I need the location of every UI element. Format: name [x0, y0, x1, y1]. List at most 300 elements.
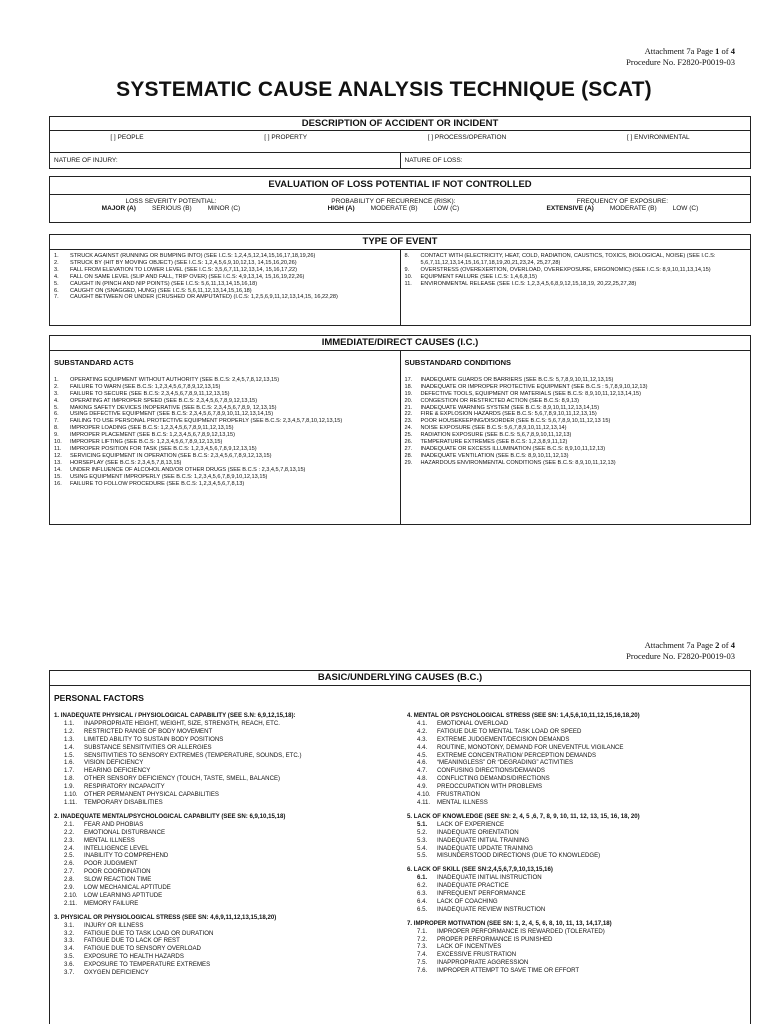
cause-subitem	[54, 791, 393, 799]
subitem-number: 6.3.	[417, 890, 428, 898]
attachment-header-page2	[626, 640, 735, 662]
item-number: 2.	[54, 259, 59, 266]
cause-subitem	[54, 884, 393, 892]
substandard-act-item	[54, 460, 396, 467]
item-number: 13.	[54, 459, 62, 466]
subitem-text: PREOCCUPATION WITH PROBLEMS	[437, 783, 543, 791]
severity-option-serious[interactable]: SERIOUS (B)	[151, 205, 192, 212]
subitem-text: CONFLICTING DEMANDS/DIRECTIONS	[437, 775, 550, 783]
cause-subitem	[54, 930, 393, 938]
event-columns	[50, 250, 750, 326]
subitem-text: INAPPROPRIATE HEIGHT, WEIGHT, SIZE, STRENGTH, REACH, ETC.	[84, 719, 280, 727]
substandard-condition-item	[405, 411, 747, 418]
subitem-text: OTHER PERMANENT PHYSICAL CAPABILITIES	[84, 791, 219, 799]
substandard-condition-item	[405, 446, 747, 453]
subitem-text: POOR JUDGMENT	[84, 860, 138, 868]
cause-category-title: 6. LACK OF SKILL (SEE SN:2,4,5,6,7,9,10,13,15,16)	[407, 866, 553, 874]
section-header: IMMEDIATE/DIRECT CAUSES (I.C.)	[50, 336, 750, 351]
subitem-text: VISION DEFICIENCY	[84, 759, 144, 767]
item-number: 9.	[404, 266, 410, 273]
substandard-act-item	[54, 453, 396, 460]
subitem-text: EXCESSIVE FRUSTRATION	[437, 951, 517, 959]
substandard-act-item	[54, 377, 396, 384]
probability-label: PROBABILITY OF RECURRENCE (RISK):	[331, 198, 456, 205]
severity-option-major[interactable]: MAJOR (A)	[101, 205, 136, 212]
subitem-text: MENTAL ILLNESS	[437, 798, 488, 806]
cause-subitem	[54, 720, 393, 728]
item-text: EQUIPMENT FAILURE (SEE I.C.S: 1,4,6,8,15)	[420, 273, 537, 280]
subitem-text: INADEQUATE UPDATE TRAINING	[437, 844, 533, 852]
subitem-text: FATIGUE DUE TO LACK OF REST	[84, 937, 180, 945]
subitem-text: FRUSTRATION	[437, 791, 480, 799]
subitem-text: INADEQUATE PRACTICE	[437, 882, 509, 890]
item-number: 12.	[54, 452, 62, 459]
cause-subitem	[54, 759, 393, 767]
subitem-number: 2.7.	[64, 868, 75, 876]
subitem-text: EXTREME JUDGEMENT/DECISION DEMANDS	[437, 735, 570, 743]
subitem-number: 3.2.	[64, 929, 75, 937]
item-text: POOR HOUSEKEEPING/DISORDER (SEE B.C.S: 5,6,7,8,9,10,11,12,13 15)	[420, 418, 611, 425]
subitem-number: 2.3.	[64, 836, 75, 844]
cause-subitem	[54, 845, 393, 853]
item-number: 7.	[54, 294, 59, 301]
item-text: HORSEPLAY (SEE B.C.S: 2,3,4,5,7,8,13,15)	[70, 459, 182, 466]
subitem-number: 7.4.	[417, 951, 428, 959]
event-item	[54, 294, 396, 301]
subitem-text: INABILITY TO COMPREHEND	[84, 852, 169, 860]
substandard-conditions-title: SUBSTANDARD CONDITIONS	[404, 358, 512, 367]
item-text: STRUCK BY (HIT BY MOVING OBJECT) (SEE I.C.S: 1,2,4,5,6,9,10,12,13, 14,15,16,20,26)	[70, 259, 297, 266]
item-text: USING DEFECTIVE EQUIPMENT (SEE B.C.S: 2,3,4,5,6,7,8,9,10,11,12,13,14,15)	[70, 411, 274, 418]
severity-label: LOSS SEVERITY POTENTIAL:	[125, 198, 217, 205]
substandard-act-item	[54, 446, 396, 453]
subitem-text: IMPROPER ATTEMPT TO SAVE TIME OR EFFORT	[437, 967, 580, 975]
item-text: OPERATING EQUIPMENT WITHOUT AUTHORITY (SEE B.C.S: 2,4,5,7,8,12,13,15)	[70, 376, 280, 383]
procedure-number: Procedure No. F2820-P0019-03	[626, 57, 735, 67]
subitem-number: 6.5.	[417, 905, 428, 913]
item-number: 1.	[54, 376, 59, 383]
substandard-condition-item	[405, 405, 747, 412]
subitem-number: 1.8.	[64, 775, 75, 783]
subitem-text: LOW MECHANICAL APTITUDE	[84, 884, 171, 892]
subitem-text: TEMPORARY DISABILITIES	[84, 798, 163, 806]
cause-subitem	[407, 959, 746, 967]
cause-category-title: 3. PHYSICAL OR PHYSIOLOGICAL STRESS (SEE SN: 4,6,9,11,12,13,15,18,20)	[54, 913, 277, 921]
frequency-option-extensive[interactable]: EXTENSIVE (A)	[546, 205, 594, 212]
subitem-number: 5.5.	[417, 852, 428, 860]
attachment-label: Attachment 7a Page	[644, 640, 714, 650]
item-number: 9.	[54, 432, 59, 439]
subitem-text: SLOW REACTION TIME	[84, 876, 152, 884]
item-text: IMPROPER LIFTING (SEE B.C.S: 1,2,3,4,5,6,7,8,9,12,13,15)	[70, 439, 223, 446]
subitem-number: 3.6.	[64, 961, 75, 969]
substandard-act-item	[54, 474, 396, 481]
item-text: USING EQUIPMENT IMPROPERLY (SEE B.C.S: 1,2,3,4,5,6,7,8,9,10,12,13,15)	[70, 473, 268, 480]
item-text: TEMPERATURE EXTREMES (SEE B.C.S: 1,2,3,8,9,11,12)	[420, 439, 568, 446]
basic-causes-left	[54, 712, 399, 977]
substandard-condition-item	[405, 460, 747, 467]
event-item	[405, 267, 747, 274]
cause-subitem	[407, 799, 746, 807]
subitem-text: INTELLIGENCE LEVEL	[84, 844, 149, 852]
item-number: 5.	[54, 280, 59, 287]
substandard-act-item	[54, 418, 396, 425]
immediate-causes-section	[49, 335, 751, 525]
item-number: 21.	[404, 404, 413, 411]
item-number: 23.	[404, 418, 413, 425]
item-text: ENVIRONMENTAL RELEASE (SEE I.C.S: 1,2,3,4,5,6,8,9,12,15,18,19, 20,22,25,27,28)	[420, 280, 637, 287]
subitem-number: 2.8.	[64, 876, 75, 884]
cause-subitem	[54, 799, 393, 807]
cause-subitem	[407, 744, 746, 752]
cause-subitem	[54, 829, 393, 837]
subitem-number: 2.2.	[64, 828, 75, 836]
procedure-number: Procedure No. F2820-P0019-03	[626, 651, 735, 661]
cause-subitem	[54, 821, 393, 829]
item-text: CAUGHT BETWEEN OR UNDER (CRUSHED OR AMPUTATED) (I.C.S: 1,2,5,6,9,11,12,13,14,15, 16,22,28)	[70, 294, 338, 301]
cause-subitem	[54, 892, 393, 900]
item-text: FALL FROM ELEVATION TO LOWER LEVEL (SEE I.C.S: 3,5,6,7,11,12,13,14, 15,16,17,22)	[70, 266, 297, 273]
item-text: SERVICING EQUIPMENT IN OPERATION (SEE B.C.S: 2,3,4,5,6,7,8,9,12,13,15)	[70, 452, 272, 459]
basic-causes-section	[49, 670, 751, 1024]
subitem-number: 3.1.	[64, 921, 75, 929]
item-number: 10.	[404, 273, 413, 280]
page-number: 2	[715, 640, 720, 650]
subitem-number: 5.1.	[417, 820, 428, 828]
probability-option-low[interactable]: LOW (C)	[433, 205, 460, 212]
subitem-number: 2.10.	[64, 891, 78, 899]
loss-potential-options	[50, 195, 750, 216]
probability-option-high[interactable]: HIGH (A)	[327, 205, 355, 212]
subitem-number: 5.2.	[417, 828, 428, 836]
subitem-text: HEARING DEFICIENCY	[84, 767, 151, 775]
subitem-number: 4.4.	[417, 743, 428, 751]
substandard-act-item	[54, 481, 396, 488]
item-number: 8.	[404, 253, 410, 259]
of-label: of	[721, 46, 729, 56]
subitem-number: 4.11.	[417, 798, 431, 806]
substandard-conditions-column	[401, 351, 751, 525]
subitem-text: LACK OF INCENTIVES	[437, 943, 502, 951]
subitem-text: LACK OF COACHING	[437, 897, 498, 905]
cause-subitem	[407, 783, 746, 791]
cause-category-title: 2. INADEQUATE MENTAL/PSYCHOLOGICAL CAPABILITY (SEE SN: 6,9,10,15,18)	[54, 812, 286, 820]
item-number: 16.	[54, 480, 62, 487]
subitem-number: 4.8.	[417, 775, 428, 783]
item-text: INADEQUATE OR EXCESS ILLUMINATION (SEE B.C.S: 8,9,10,11,12,13)	[420, 445, 606, 452]
cause-subitem	[54, 736, 393, 744]
subitem-number: 1.6.	[64, 759, 75, 767]
substandard-act-item	[54, 384, 396, 391]
item-text: IMPROPER POSITION FOR TASK (SEE B.C.S: 1,2,3,4,5,6,7,8,9,12,13,15)	[70, 445, 257, 452]
item-text: IMPROPER LOADING (SEE B.C.S: 1,2,3,4,5,6,7,8,9,11,12,13,15)	[70, 425, 234, 432]
subitem-text: FATIGUE DUE TO SENSORY OVERLOAD	[84, 945, 201, 953]
subitem-number: 4.3.	[417, 735, 428, 743]
frequency-label: FREQUENCY OF EXPOSURE:	[576, 198, 669, 205]
checkbox-environmental[interactable]: [ ] ENVIRONMENTAL	[626, 134, 690, 141]
subitem-text: INFREQUENT PERFORMANCE	[437, 890, 526, 898]
substandard-condition-item	[405, 425, 747, 432]
item-text: RADIATION EXPOSURE (SEE B.C.S: 5,6,7,8,9,10,11,12,13)	[420, 432, 572, 439]
subitem-text: POOR COORDINATION	[84, 868, 151, 876]
cause-category-title: 1. INADEQUATE PHYSICAL / PHYSIOLOGICAL CAPABILITY (SEE S.N: 6,9,12,15,18):	[54, 712, 296, 719]
item-text: OPERATING AT IMPROPER SPEED (SEE B.C.S: 2,3,4,5,6,7,8,9,12,13,15)	[70, 397, 258, 404]
subitem-number: 4.1.	[417, 719, 428, 727]
item-number: 17.	[404, 376, 413, 383]
subitem-number: 4.5.	[417, 751, 428, 759]
cause-subitem	[407, 906, 746, 914]
nature-row	[50, 152, 750, 168]
cause-subitem	[54, 752, 393, 760]
subitem-number: 5.4.	[417, 844, 428, 852]
subitem-number: 3.3.	[64, 937, 75, 945]
subitem-text: “MEANINGLESS” OR “DEGRADING” ACTIVITIES	[437, 759, 574, 767]
cause-subitem	[407, 967, 746, 975]
item-number: 3.	[54, 266, 59, 273]
section-header: BASIC/UNDERLYING CAUSES (B.C.)	[50, 671, 750, 686]
item-text: NOISE EXPOSURE (SEE B.C.S: 5,6,7,8,9,10,11,12,13,14)	[420, 425, 567, 432]
item-number: 19.	[404, 390, 413, 397]
subitem-number: 1.4.	[64, 743, 75, 751]
substandard-act-item	[54, 467, 396, 474]
item-number: 22.	[404, 411, 413, 418]
substandard-act-item	[54, 398, 396, 405]
cause-category-title: 7. IMPROPER MOTIVATION (SEE SN: 1, 2, 4, 5, 6, 8, 10, 11, 13, 14,17,18)	[407, 919, 612, 927]
substandard-condition-item	[405, 453, 747, 460]
event-item	[54, 274, 396, 281]
subitem-number: 7.6.	[417, 967, 428, 975]
item-text: FAILURE TO WARN (SEE B.C.S: 1,2,3,4,5,6,7,8,9,12,13,15)	[70, 383, 221, 390]
cause-subitem	[54, 852, 393, 860]
item-text: FIRE & EXPLOSION HAZARDS (SEE B.C.S: 5,6,7,8,9,10,11,12,13,15)	[420, 411, 597, 418]
subitem-text: FATIGUE DUE TO MENTAL TASK LOAD OR SPEED	[437, 727, 582, 735]
cause-subitem	[407, 874, 746, 882]
substandard-act-item	[54, 391, 396, 398]
subitem-text: LOW LEARNING APTITUDE	[84, 891, 163, 899]
subitem-number: 2.11.	[64, 899, 78, 907]
subitem-number: 2.6.	[64, 860, 75, 868]
subitem-text: FEAR AND PHOBIAS	[84, 820, 144, 828]
substandard-condition-item	[405, 439, 747, 446]
subitem-text: INAPPROPRIATE AGGRESSION	[437, 959, 529, 967]
item-text: INADEQUATE VENTILATION (SEE B.C.S: 8,9,10,11,12,13)	[420, 452, 569, 459]
cause-subitem	[407, 943, 746, 951]
item-text: CONTACT WITH (ELECTRICITY, HEAT, COLD, RADIATION, CAUSTICS, TOXICS, BIOLOGICAL, NOISE) (SEE I.C.S: 5,6,7,11,12,13,14,15,16,17,18,19,20,21,23,24, 25,27,28)	[420, 253, 716, 266]
incident-type-checkboxes	[50, 131, 750, 144]
cause-subitem	[407, 928, 746, 936]
subitem-number: 6.4.	[417, 897, 428, 905]
event-item	[54, 267, 396, 274]
subitem-number: 2.4.	[64, 844, 75, 852]
subitem-text: INADEQUATE INITIAL INSTRUCTION	[437, 874, 542, 882]
item-number: 26.	[404, 439, 413, 446]
substandard-act-item	[54, 439, 396, 446]
subitem-text: IMPROPER PERFORMANCE IS REWARDED (TOLERATED)	[437, 927, 605, 935]
cause-subitem	[54, 837, 393, 845]
cause-subitem	[54, 775, 393, 783]
cause-subitem	[407, 951, 746, 959]
subitem-number: 7.2.	[417, 935, 428, 943]
item-number: 6.	[54, 411, 59, 418]
cause-subitem	[54, 868, 393, 876]
nature-of-injury-field[interactable]: NATURE OF INJURY:	[50, 153, 401, 168]
page-total: 4	[730, 46, 735, 56]
cause-category-title: 4. MENTAL OR PSYCHOLOGICAL STRESS (SEE SN: 1,4,5,6,10,11,12,15,16,18,20)	[407, 712, 640, 719]
item-number: 10.	[54, 439, 62, 446]
item-number: 6.	[54, 287, 59, 294]
subitem-text: SENSITIVITIES TO SENSORY EXTREMES (TEMPERATURE, SOUNDS, ETC.)	[84, 751, 302, 759]
subitem-text: MEMORY FAILURE	[84, 899, 139, 907]
cause-subitem	[407, 829, 746, 837]
cause-subitem	[54, 744, 393, 752]
item-text: OVERSTRESS (OVEREXERTION, OVERLOAD, OVEREXPOSURE, ERGONOMIC) (SEE I.C.S: 8,9,10,11,13,14,15)	[420, 266, 711, 273]
item-text: INADEQUATE OR IMPROPER PROTECTIVE EQUIPMENT (SEE B.C.S : 5,7,8,9,10,12,13)	[420, 383, 648, 390]
item-text: FAILING TO USE PERSONAL PROTECTIVE EQUIPMENT PROPERLY (SEE B.C.S: 2,3,4,5,7,8,10,12,13,15)	[70, 418, 343, 425]
section-header: TYPE OF EVENT	[50, 235, 750, 250]
attachment-header-page1	[626, 46, 735, 68]
subitem-text: EXPOSURE TO HEALTH HAZARDS	[84, 953, 184, 961]
cause-subitem	[407, 759, 746, 767]
cause-subitem	[54, 767, 393, 775]
nature-of-loss-field[interactable]: NATURE OF LOSS:	[404, 157, 463, 164]
item-number: 20.	[404, 397, 413, 404]
subitem-text: CONFUSING DIRECTIONS/DEMANDS	[437, 767, 546, 775]
type-of-event-section	[49, 234, 751, 326]
cause-subitem	[54, 945, 393, 953]
severity-option-minor[interactable]: MINOR (C)	[207, 205, 241, 212]
subitem-number: 1.11.	[64, 798, 78, 806]
substandard-acts-column	[50, 351, 401, 525]
item-text: UNDER INFLUENCE OF ALCOHOL AND/OR OTHER DRUGS (SEE B.C.S : 2,3,4,5,7,8,13,15)	[70, 466, 306, 473]
item-number: 15.	[54, 473, 62, 480]
checkbox-people[interactable]: [ ] PEOPLE	[110, 134, 144, 141]
event-item	[54, 288, 396, 295]
event-item	[54, 281, 396, 288]
cause-subitem	[407, 837, 746, 845]
substandard-condition-item	[405, 384, 747, 391]
basic-causes-right	[399, 712, 746, 977]
page-number: 1	[715, 46, 720, 56]
section-header: DESCRIPTION OF ACCIDENT OR INCIDENT	[50, 117, 750, 131]
item-text: CAUGHT IN (PINCH AND NIP POINTS) (SEE I.C.S: 5,6,11,13,14,15,16,18)	[70, 280, 258, 287]
item-number: 14.	[54, 466, 62, 473]
item-text: MAKING SAFETY DEVICES INOPERATIVE (SEE B.C.S: 2,3,4,5,6,7,8,9, 12,13,15)	[70, 404, 277, 411]
cause-subitem	[407, 890, 746, 898]
frequency-option-moderate[interactable]: MODERATE (B)	[609, 205, 657, 212]
checkbox-property[interactable]: [ ] PROPERTY	[264, 134, 308, 141]
event-list-right	[401, 250, 751, 326]
subitem-number: 2.1.	[64, 820, 75, 828]
subitem-number: 7.3.	[417, 943, 428, 951]
item-number: 3.	[54, 390, 59, 397]
cause-subitem	[407, 882, 746, 890]
subitem-text: RESTRICTED RANGE OF BODY MOVEMENT	[84, 727, 213, 735]
subitem-text: SUBSTANCE SENSITIVITIES OR ALLERGIES	[84, 743, 212, 751]
subitem-number: 4.7.	[417, 767, 428, 775]
severity-group	[94, 198, 249, 212]
subitem-number: 1.7.	[64, 767, 75, 775]
cause-subitem	[407, 936, 746, 944]
event-item	[405, 253, 747, 267]
cause-subitem	[407, 791, 746, 799]
substandard-condition-item	[405, 377, 747, 384]
item-number: 8.	[54, 425, 59, 432]
item-number: 11.	[404, 280, 412, 287]
event-list-left	[50, 250, 401, 326]
subitem-text: LIMITED ABILITY TO SUSTAIN BODY POSITIONS	[84, 735, 224, 743]
cause-subitem	[407, 720, 746, 728]
item-text: FALL ON SAME LEVEL (SLIP AND FALL, TRIP OVER) (SEE I.C.S: 4,9,13,14, 15,16,19,22,26)	[70, 273, 305, 280]
subitem-text: FATIGUE DUE TO TASK LOAD OR DURATION	[84, 929, 214, 937]
subitem-text: EXTREME CONCENTRATION/ PERCEPTION DEMANDS	[437, 751, 597, 759]
item-number: 7.	[54, 418, 59, 425]
event-item	[54, 260, 396, 267]
subitem-text: EXPOSURE TO TEMPERATURE EXTREMES	[84, 961, 211, 969]
substandard-condition-item	[405, 391, 747, 398]
item-text: FAILURE TO SECURE (SEE B.C.S: 2,3,4,5,6,7,8,9,11,12,13,15)	[70, 390, 230, 397]
cause-subitem	[407, 898, 746, 906]
cause-subitem	[407, 767, 746, 775]
probability-option-moderate[interactable]: MODERATE (B)	[370, 205, 418, 212]
subitem-text: MENTAL ILLNESS	[84, 836, 135, 844]
item-text: CONGESTION OR RESTRICTED ACTION (SEE B.C.S: 8,9,13)	[420, 397, 580, 404]
subitem-number: 1.3.	[64, 735, 75, 743]
page-total: 4	[730, 640, 735, 650]
subitem-text: EMOTIONAL OVERLOAD	[437, 719, 509, 727]
personal-factors-title: PERSONAL FACTORS	[54, 693, 144, 703]
item-text: INADEQUATE GUARDS OR BARRIERS (SEE B.C.S: 5,7,8,9,10,11,12,13,15)	[420, 376, 614, 383]
frequency-option-low[interactable]: LOW (C)	[672, 205, 699, 212]
substandard-act-item	[54, 405, 396, 412]
item-number: 29.	[404, 459, 413, 466]
event-item	[54, 253, 396, 260]
item-number: 4.	[54, 273, 59, 280]
cause-subitem	[54, 961, 393, 969]
subitem-text: EMOTIONAL DISTURBANCE	[84, 828, 166, 836]
item-text: CAUGHT ON (SNAGGED, HUNG) (SEE I.C.S: 5,6,11,12,13,14,15,16,18)	[70, 287, 252, 294]
subitem-number: 6.1.	[417, 874, 428, 882]
subitem-number: 4.2.	[417, 727, 428, 735]
loss-potential-section	[49, 176, 751, 223]
subitem-text: INJURY OR ILLNESS	[84, 921, 144, 929]
subitem-number: 3.4.	[64, 945, 75, 953]
document-title: SYSTEMATIC CAUSE ANALYSIS TECHNIQUE (SCAT)	[116, 78, 652, 101]
cause-subitem	[407, 736, 746, 744]
subitem-number: 5.3.	[417, 836, 428, 844]
basic-causes-columns	[50, 703, 750, 977]
item-number: 1.	[54, 253, 59, 259]
checkbox-process[interactable]: [ ] PROCESS/OPERATION	[427, 134, 507, 141]
cause-subitem	[54, 900, 393, 908]
subitem-number: 3.5.	[64, 953, 75, 961]
cause-subitem	[54, 783, 393, 791]
substandard-acts-title: SUBSTANDARD ACTS	[54, 358, 134, 367]
subitem-number: 3.7.	[64, 969, 75, 977]
cause-category-title: 5. LACK OF KNOWLEDGE (SEE SN: 2, 4, 5 ,6, 7, 8, 9, 10, 11, 12, 13, 15, 16, 18, 20)	[407, 812, 640, 820]
subitem-number: 2.9.	[64, 884, 75, 892]
immediate-columns	[50, 351, 750, 525]
cause-subitem	[407, 845, 746, 853]
subitem-number: 1.2.	[64, 727, 75, 735]
subitem-text: MISUNDERSTOOD DIRECTIONS (DUE TO KNOWLEDGE)	[437, 852, 601, 860]
item-text: FAILURE TO FOLLOW PROCEDURE (SEE B.C.S: 1,2,3,4,5,6,7,8,13)	[70, 480, 245, 487]
subitem-number: 1.1.	[64, 719, 75, 727]
item-number: 28.	[404, 452, 413, 459]
subitem-text: INADEQUATE INITIAL TRAINING	[437, 836, 529, 844]
substandard-act-item	[54, 411, 396, 418]
substandard-condition-item	[405, 398, 747, 405]
substandard-conditions-list	[405, 377, 747, 467]
